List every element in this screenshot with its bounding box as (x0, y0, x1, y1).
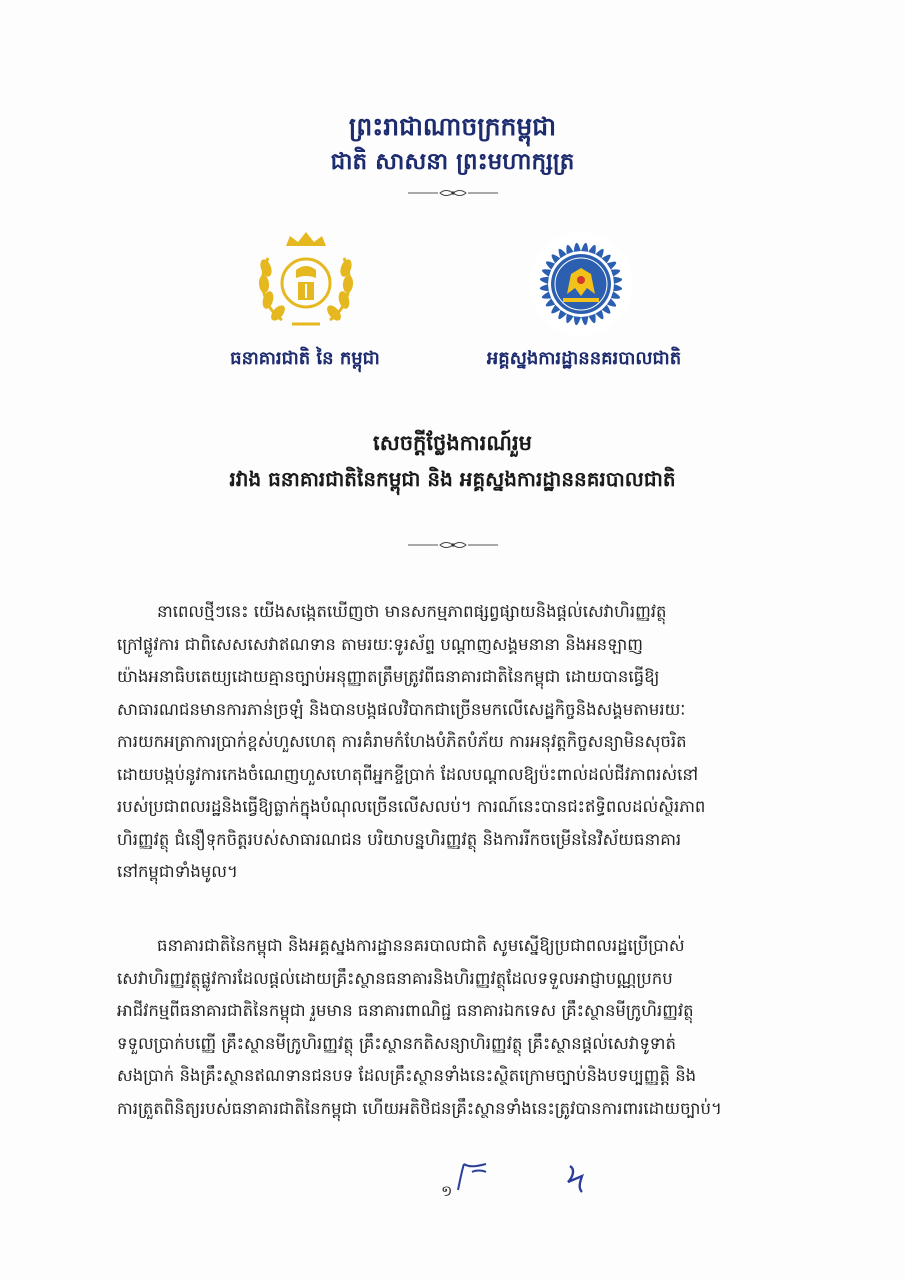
national-police-label: អគ្គស្នងការដ្ឋាននគរបាលជាតិ (486, 348, 682, 369)
paragraph-line: នាពេលថ្មីៗនេះ យើងសង្កេតឃើញថា មានសកម្មភាពផ្សព្វផ្សាយនិងផ្តល់សេវាហិរញ្ញវត្ថុ (157, 602, 667, 621)
paragraph-line: ការត្រួតពិនិត្យរបស់ធនាគារជាតិនៃកម្ពុជា ហើយអតិថិជនគ្រឹះស្ថានទាំងនេះត្រូវបានការពារដោយច្បាប់។ (117, 1098, 722, 1118)
paragraph-line: ក្រៅផ្លូវការ ជាពិសេសសេវាឥណទាន តាមរយៈទូរស័ព្ទ បណ្តាញសង្គមនានា និងអនឡាញ (117, 634, 644, 654)
body-paragraph-2 (117, 930, 797, 1125)
body-paragraph-1 (117, 596, 797, 889)
national-bank-emblem (252, 228, 360, 336)
statement-title: សេចក្តីថ្លែងការណ៍រួម (373, 431, 532, 455)
paragraph-line: របស់ប្រជាពលរដ្ឋនិងធ្វើឱ្យធ្លាក់ក្នុងបំណុលច្រើនលើសលប់។ ការណ៍នេះបានជះឥទ្ធិពលដល់ស្ថិរភាព (117, 797, 706, 816)
paragraph-line: សេវាហិរញ្ញវត្ថុផ្លូវការដែលផ្តល់ដោយគ្រឹះស្ថានធនាគារនិងហិរញ្ញវត្ថុដែលទទួលអាជ្ញាបណ្ណប្រកប (117, 968, 673, 988)
title-ornament-divider (408, 540, 498, 550)
paragraph-line: អាជីវកម្មពីធនាគារជាតិនៃកម្ពុជា រួមមាន ធនាគារពាណិជ្ជ ធនាគារឯកទេស គ្រឹះស្ថានមីក្រូហិរញ្ញវត្ថុ (117, 1001, 694, 1020)
national-police-emblem (527, 230, 635, 338)
handwritten-initial-right (562, 1160, 592, 1194)
kingdom-motto-line1: ព្រះរាជាណាចក្រកម្ពុជា (348, 112, 557, 141)
national-bank-label: ធនាគារជាតិ នៃ កម្ពុជា (230, 348, 380, 369)
statement-subtitle: រវាង ធនាគារជាតិនៃកម្ពុជា និង អគ្គស្នងការដ្ឋាននគរបាលជាតិ (229, 467, 676, 491)
paragraph-line: សងប្រាក់ និងគ្រឹះស្ថានឥណទានជនបទ ដែលគ្រឹះស្ថានទាំងនេះស្ថិតក្រោមច្បាប់និងបទប្បញ្ញត្តិ និង (117, 1066, 697, 1085)
paragraph-line: នៅកម្ពុជាទាំងមូល។ (117, 862, 238, 881)
paragraph-line: ដោយបង្កប់នូវការកេងចំណេញហួសហេតុពីអ្នកខ្ចីប្រាក់ ដែលបណ្តាលឱ្យប៉ះពាល់ដល់ជីវភាពរស់នៅ (117, 764, 699, 784)
kingdom-motto-line2: ជាតិ សាសនា ព្រះមហាក្សត្រ (330, 149, 575, 175)
paragraph-line: ធនាគារជាតិនៃកម្ពុជា និងអគ្គស្នងការដ្ឋាននគរបាលជាតិ សូមស្នើឱ្យប្រជាពលរដ្ឋប្រើប្រាស់ (157, 936, 685, 955)
paragraph-line: យ៉ាងអនាធិបតេយ្យដោយគ្មានច្បាប់អនុញ្ញាតត្រឹមត្រូវពីធនាគារជាតិនៃកម្ពុជា ដោយបានធ្វើឱ្យ (117, 667, 660, 686)
paragraph-line: សាធារណជនមានការភាន់ច្រឡំ និងបានបង្កផលវិបាកជាច្រើនមកលើសេដ្ឋកិច្ចនិងសង្គមតាមរយៈ (117, 699, 686, 719)
page-number: ១ (441, 1182, 453, 1200)
paragraph-line: ហិរញ្ញវត្ថុ ជំនឿទុកចិត្តរបស់សាធារណជន បរិយាបន្នហិរញ្ញវត្ថុ និងការរីកចម្រើននៃវិស័យធនាគារ (117, 829, 682, 849)
paragraph-line: ការយកអត្រាការប្រាក់ខ្ពស់ហួសហេតុ ការគំរាមកំហែងបំភិតបំភ័យ ការអនុវត្តកិច្ចសន្យាមិនសុចរិត (117, 732, 687, 751)
header-ornament-divider (408, 188, 498, 198)
handwritten-initial-left (452, 1160, 492, 1194)
paragraph-line: ទទួលប្រាក់បញ្ញើ គ្រឹះស្ថានមីក្រូហិរញ្ញវត្ថុ គ្រឹះស្ថានកតិសន្យាហិរញ្ញវត្ថុ គ្រឹះស្ថានផ្តល់សេវាទូទាត់ (117, 1033, 676, 1053)
